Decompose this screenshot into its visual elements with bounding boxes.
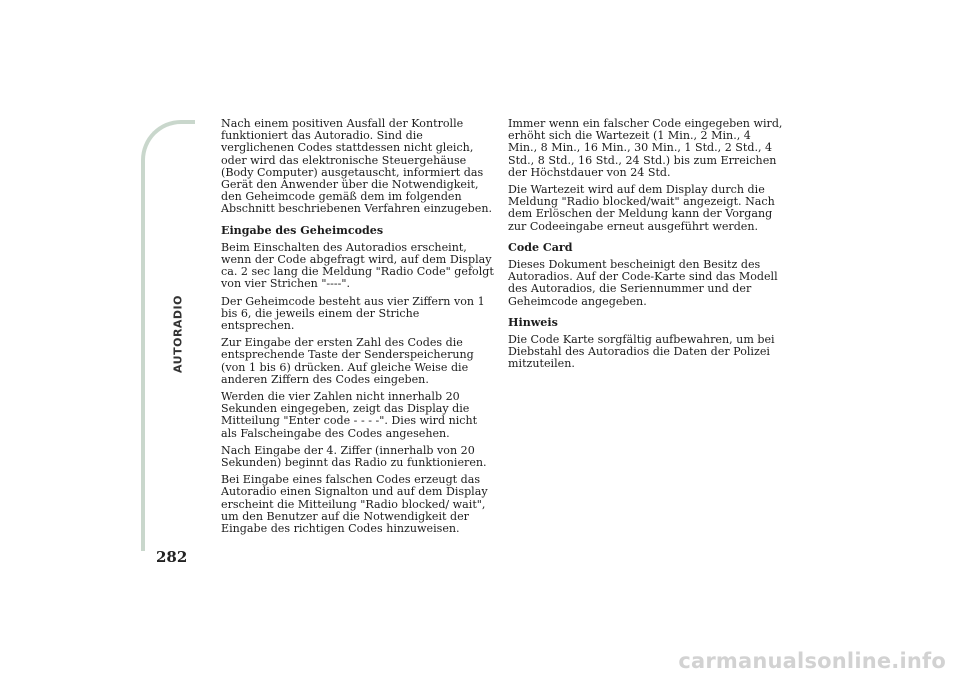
paragraph: Zur Eingabe der ersten Zahl des Codes die entsprechende Taste der Senderspeicherung (von 1 bis 6) drücken. Auf gleiche Weise die anderen Ziffern des Codes eingeben. bbox=[221, 336, 474, 386]
left-column bbox=[221, 118, 496, 540]
paragraph: Nach Eingabe der 4. Ziffer (innerhalb von 20 Sekunden) beginnt das Radio zu funktionieren. bbox=[221, 443, 487, 470]
watermark-link[interactable]: carmanualsonline.info bbox=[678, 649, 946, 673]
page-number: 282 bbox=[156, 548, 188, 566]
paragraph: Dieses Dokument bescheinigt den Besitz des Autoradios. Auf der Code-Karte sind das Modell des Autoradios, die Seriennummer und der Geheimcode angegeben. bbox=[508, 258, 778, 308]
paragraph: Werden die vier Zahlen nicht innerhalb 20 Sekunden eingegeben, zeigt das Display die Mitteilung "Enter code - - - -". Dies wird nicht als Falscheingabe des Codes angesehen. bbox=[221, 390, 478, 440]
paragraph: Immer wenn ein falscher Code eingegeben wird, erhöht sich die Wartezeit (1 Min., 2 Min., 4 Min., 8 Min., 16 Min., 30 Min., 1 Std., 2 Std., 4 Std., 8 Std., 16 Std., 24 Std.) bis zum Erreichen der Höchstdauer von 24 Std. bbox=[508, 117, 783, 179]
paragraph: Der Geheimcode besteht aus vier Ziffern von 1 bis 6, die jeweils einem der Striche entsprechen. bbox=[221, 294, 485, 333]
right-column bbox=[508, 118, 783, 376]
paragraph: Beim Einschalten des Autoradios erscheint, wenn der Code abgefragt wird, auf dem Display ca. 2 sec lang die Meldung "Radio Code" gefolgt von vier Strichen "----". bbox=[221, 240, 494, 291]
page-frame-line bbox=[141, 120, 195, 551]
paragraph: Die Code Karte sorgfältig aufbewahren, um bei Diebstahl des Autoradios die Daten der Polizei mitzuteilen. bbox=[508, 333, 775, 371]
section-heading: Code Card bbox=[508, 240, 573, 254]
paragraph: Die Wartezeit wird auf dem Display durch die Meldung "Radio blocked/wait" angezeigt. Nach dem Erlöschen der Meldung kann der Vorgang zur Codeeingabe erneut ausgeführt werden. bbox=[508, 183, 775, 233]
paragraph: Bei Eingabe eines falschen Codes erzeugt das Autoradio einen Signalton und auf dem Display erscheint die Mitteilung "Radio blocked/ wait", um den Benutzer auf die Notwendigkeit der Eingabe des richtigen Codes hinzuweisen. bbox=[221, 473, 488, 536]
section-side-label: AUTORADIO bbox=[171, 294, 185, 374]
paragraph: Nach einem positiven Ausfall der Kontrolle funktioniert das Autoradio. Sind die verglichenen Codes stattdessen nicht gleich, oder wird das elektronische Steuergehäuse (Body Computer) ausgetauscht, informiert das Gerät den Anwender über die Notwendigkeit, den Geheimcode gemäß dem im folgenden Abschnitt beschriebenen Verfahren einzugeben. bbox=[221, 117, 492, 216]
section-heading: Eingabe des Geheimcodes bbox=[221, 223, 384, 237]
section-heading: Hinweis bbox=[508, 315, 558, 329]
